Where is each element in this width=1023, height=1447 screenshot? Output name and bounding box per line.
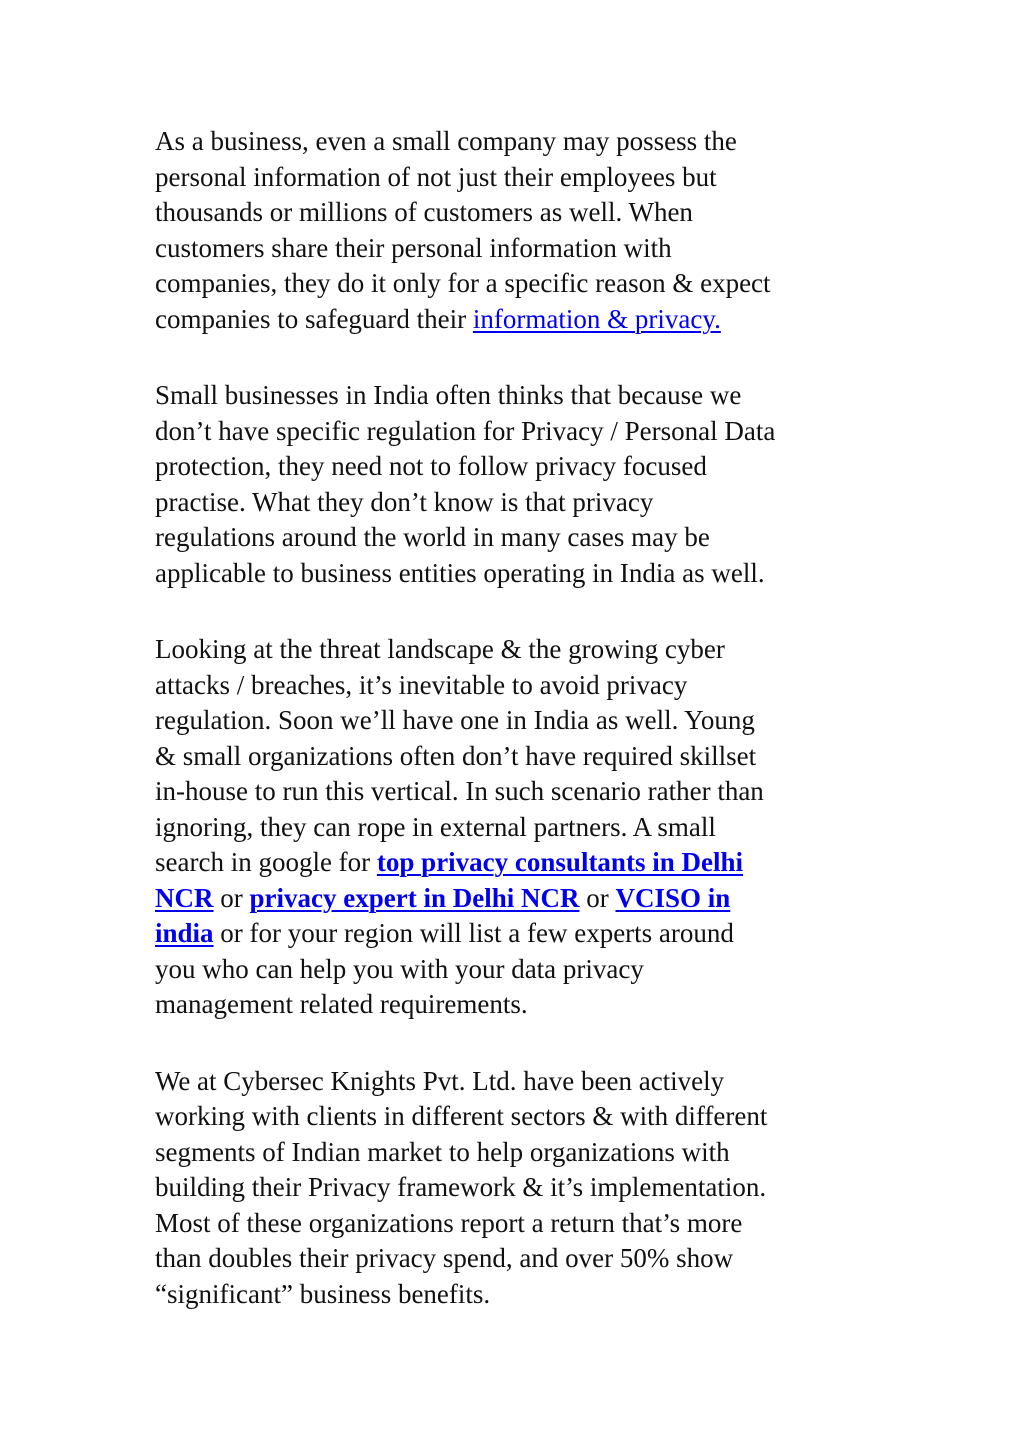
text-line: Looking at the threat landscape & the growing cyber bbox=[155, 634, 725, 664]
text-line bbox=[155, 845, 885, 881]
text-line: protection, they need not to follow privacy focused bbox=[155, 451, 707, 481]
paragraph-small-businesses bbox=[155, 378, 885, 591]
paragraph-threat-landscape bbox=[155, 632, 885, 1023]
paragraph-business-info bbox=[155, 124, 885, 337]
text-line: personal information of not just their employees but bbox=[155, 161, 717, 192]
text-line: Most of these organizations report a return that’s more bbox=[155, 1207, 743, 1238]
text-line: customers share their personal information with bbox=[155, 232, 672, 263]
text-fragment: or bbox=[579, 882, 616, 913]
text-line: building their Privacy framework & it’s implementation. bbox=[155, 1172, 767, 1202]
text-line bbox=[155, 881, 885, 917]
text-line: regulations around the world in many cases may be bbox=[155, 522, 710, 552]
document-page bbox=[155, 124, 885, 1353]
text-line: Small businesses in India often thinks that because we bbox=[155, 380, 742, 410]
text-line: applicable to business entities operating in India as well. bbox=[155, 557, 765, 588]
text-fragment: search in google for bbox=[155, 847, 377, 877]
text-line: As a business, even a small company may possess the bbox=[155, 126, 737, 156]
text-line: ignoring, they can rope in external partners. A small bbox=[155, 811, 716, 842]
text-line: practise. What they don’t know is that privacy bbox=[155, 486, 654, 517]
text-line: you who can help you with your data privacy bbox=[155, 953, 644, 984]
link-vciso[interactable]: VCISO in bbox=[615, 882, 731, 913]
text-fragment: or for your region will list a few experts around bbox=[213, 918, 734, 948]
link-privacy-expert[interactable]: privacy expert in Delhi NCR bbox=[249, 882, 580, 913]
paragraph-cybersec-knights bbox=[155, 1064, 885, 1313]
text-line bbox=[155, 302, 885, 338]
text-line: “significant” business benefits. bbox=[155, 1278, 491, 1309]
text-line: We at Cybersec Knights Pvt. Ltd. have been actively bbox=[155, 1065, 725, 1096]
text-line: don’t have specific regulation for Privacy / Personal Data bbox=[155, 415, 776, 446]
text-line: regulation. Soon we’ll have one in India as well. Young bbox=[155, 705, 755, 735]
text-line: in-house to run this vertical. In such scenario rather than bbox=[155, 776, 764, 806]
link-top-privacy-consultants[interactable]: top privacy consultants in Delhi bbox=[376, 847, 743, 877]
link-top-privacy-consultants-cont[interactable]: NCR bbox=[155, 882, 214, 913]
link-information-privacy[interactable]: information & privacy. bbox=[472, 303, 721, 334]
text-line: than doubles their privacy spend, and over 50% show bbox=[155, 1243, 734, 1273]
text-fragment: companies to safeguard their bbox=[155, 303, 473, 334]
text-fragment: or bbox=[213, 882, 250, 913]
link-vciso-cont[interactable]: india bbox=[155, 918, 214, 948]
text-line: management related requirements. bbox=[155, 989, 528, 1019]
text-line bbox=[155, 916, 885, 952]
text-line: working with clients in different sectors & with different bbox=[155, 1101, 768, 1131]
text-line: attacks / breaches, it’s inevitable to avoid privacy bbox=[155, 669, 688, 700]
text-line: & small organizations often don’t have required skillset bbox=[155, 740, 757, 771]
text-line: segments of Indian market to help organizations with bbox=[155, 1136, 730, 1167]
text-line: companies, they do it only for a specific reason & expect bbox=[155, 268, 771, 298]
text-line: thousands or millions of customers as well. When bbox=[155, 197, 693, 227]
